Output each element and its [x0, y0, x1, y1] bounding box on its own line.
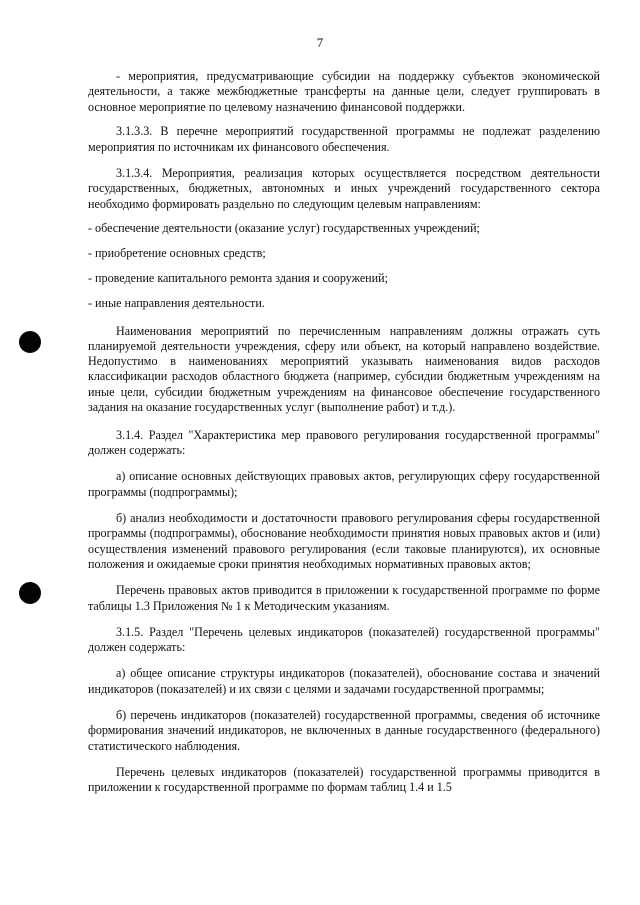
list-item-repairs: - проведение капитального ремонта здания и сооружений; [88, 270, 388, 285]
paragraph-legal-acts-list: Перечень правовых актов приводится в приложении к государственной программе по форме таблицы 1.3 Приложения № 1 к Методическим указаниям. [88, 583, 600, 613]
punch-hole-bottom [19, 582, 41, 604]
page-number: 7 [316, 35, 324, 50]
paragraph-3-1-4-b: б) анализ необходимости и достаточности правового регулирования сферы государственной программы (подпрограммы), обоснование необходимости принятия новых правовых актов и (или) осуществления изменений правового регулирования (если таковые планируются), их основные положения и ожидаемые сроки принятия необходимых нормативных правовых актов; [88, 511, 600, 571]
list-item-fixed-assets: - приобретение основных средств; [88, 246, 266, 261]
paragraph-3-1-5-b: б) перечень индикаторов (показателей) государственной программы, сведения об источнике формирования значений индикаторов, не включенных в данные государственного (федерального) статистического наблюдения. [88, 708, 600, 753]
paragraph-3-1-3-3: 3.1.3.3. В перечне мероприятий государственной программы не подлежат разделению мероприятия по источникам их финансового обеспечения. [88, 124, 600, 154]
paragraph-subsidies: - мероприятия, предусматривающие субсидии на поддержку субъектов экономической деятельности, а также межбюджетные трансферты на данные цели, следует группировать в основное мероприятие по целевому назначению финансовой поддержки. [88, 69, 600, 114]
list-item-services: - обеспечение деятельности (оказание услуг) государственных учреждений; [88, 221, 480, 236]
paragraph-3-1-5-a: а) общее описание структуры индикаторов (показателей), обоснование состава и значений индикаторов (показателей) и их связи с целями и задачами государственной программы; [88, 666, 600, 696]
paragraph-3-1-3-4: 3.1.3.4. Мероприятия, реализация которых осуществляется посредством деятельности государственных, бюджетных, автономных и иных учреждений государственного сектора необходимо формировать раздельно по следующим целевым направлениям: [88, 165, 600, 211]
list-item-other: - иные направления деятельности. [88, 295, 265, 310]
punch-hole-top [19, 331, 41, 353]
paragraph-indicators-list: Перечень целевых индикаторов (показателей) государственной программы приводится в приложении к государственной программе по формам таблиц 1.4 и 1.5 [88, 764, 600, 795]
paragraph-3-1-4: 3.1.4. Раздел "Характеристика мер правового регулирования государственной программы" должен содержать: [88, 427, 600, 458]
paragraph-3-1-4-a: а) описание основных действующих правовых актов, регулирующих сферу государственной программы (подпрограммы); [88, 469, 600, 499]
document-body [88, 69, 600, 795]
paragraph-3-1-5: 3.1.5. Раздел "Перечень целевых индикаторов (показателей) государственной программы" должен содержать: [88, 624, 600, 655]
paragraph-naming: Наименования мероприятий по перечисленным направлениям должны отражать суть планируемой деятельности учреждения, сферу или объект, на который направлено воздействие. Недопустимо в наименованиях мероприятий указывать наименования видов расходов классификации расходов областного бюджета (например, субсидии бюджетным учреждениям на иные цели, субсидии бюджетным учреждениям на финансовое обеспечение государственного задания на оказание государственных услуг (выполнение работ) и т.д.). [88, 323, 600, 415]
